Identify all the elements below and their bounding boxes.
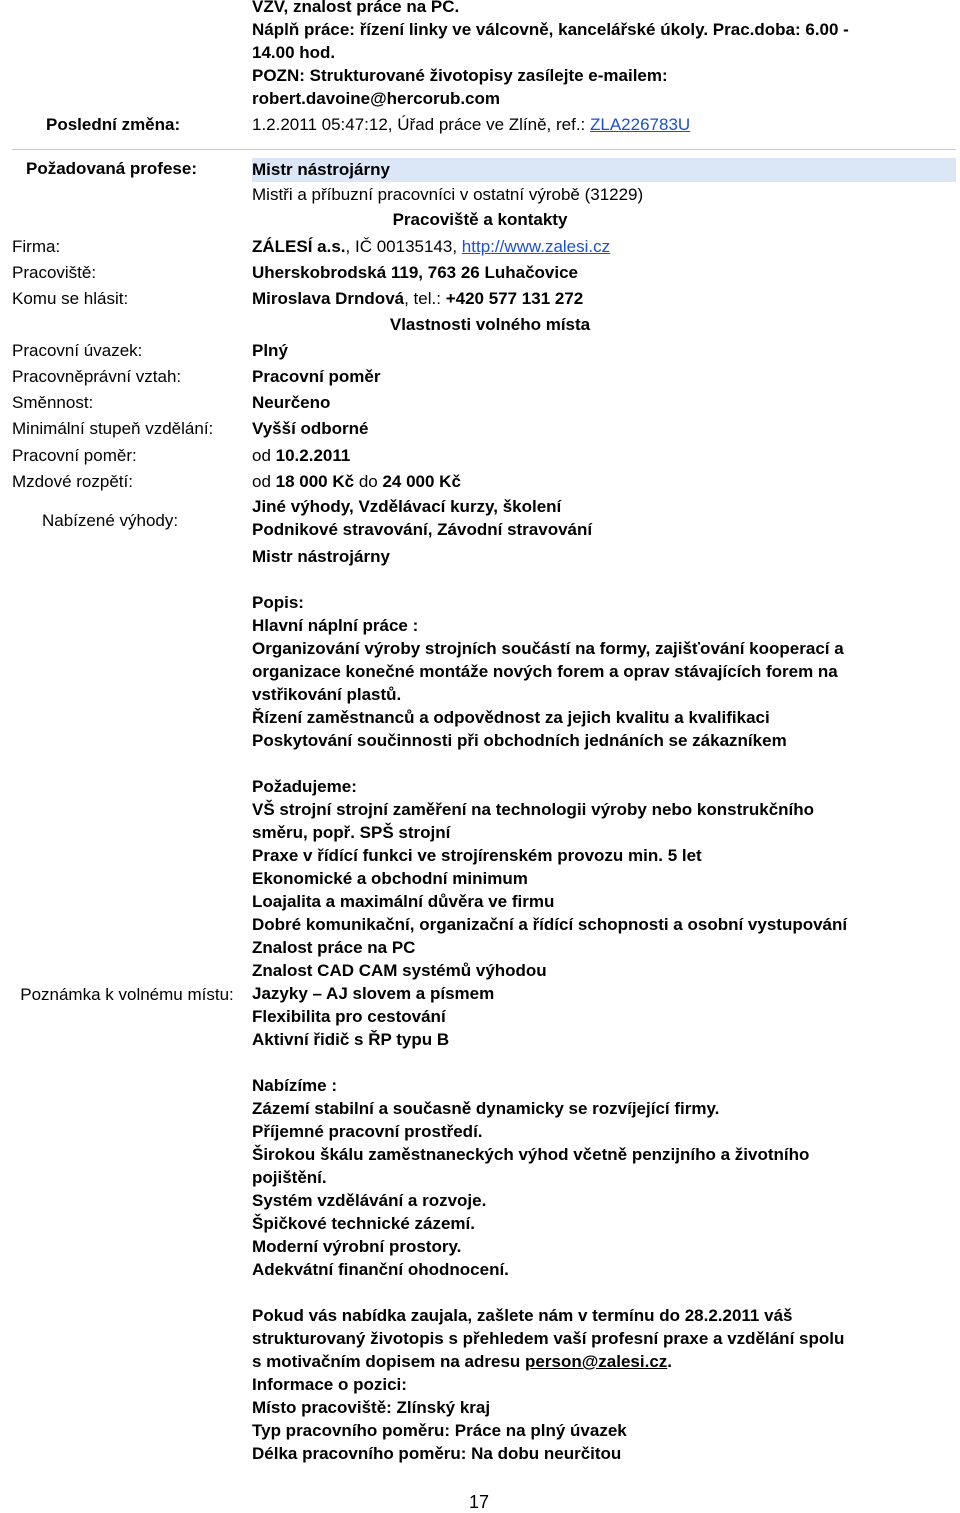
contact-value: [252, 289, 583, 309]
contact-label: Komu se hlásit:: [12, 289, 129, 308]
top-line-5: robert.davoine@hercorub.com: [252, 89, 501, 108]
note-line: Mistr nástrojárny: [252, 547, 390, 566]
salary-to-prefix: do: [354, 472, 383, 491]
note-line: Požadujeme:: [252, 777, 357, 796]
firm-label: Firma:: [12, 237, 61, 256]
email-suffix: .: [667, 1352, 673, 1371]
page-number: 17: [469, 1492, 490, 1512]
last-change-value: [252, 115, 690, 135]
note-line: Popis:: [252, 593, 304, 612]
note-line: Řízení zaměstnanců a odpovědnost za jejich kvalitu a kvalifikaci: [252, 708, 770, 727]
salary-to: 24 000 Kč: [382, 472, 461, 491]
contact-phone: +420 577 131 272: [445, 289, 584, 308]
note-line: Systém vzdělávání a rozvoje.: [252, 1191, 487, 1210]
salary-value: [252, 472, 461, 492]
profession-value: Mistr nástrojárny: [252, 158, 956, 182]
top-line-4: POZN: Strukturované životopisy zasílejte e-mailem:: [252, 66, 668, 85]
note-line: [252, 752, 956, 775]
salary-label: Mzdové rozpětí:: [12, 472, 133, 491]
note-line: pojištění.: [252, 1168, 327, 1187]
note-line: Loajalita a maximální důvěra ve firmu: [252, 892, 555, 911]
note-line: Informace o pozici:: [252, 1375, 407, 1394]
note-line: Jazyky – AJ slovem a písmem: [252, 984, 495, 1003]
benefits-line-2: Podnikové stravování, Závodní stravování: [252, 520, 593, 539]
note-line: Poskytování součinnosti při obchodních jednáních se zákazníkem: [252, 731, 787, 750]
shift-label: Směnnost:: [12, 393, 94, 412]
note-line: Nabízíme :: [252, 1076, 338, 1095]
note-line: Hlavní náplní práce :: [252, 616, 419, 635]
note-line: Zázemí stabilní a současně dynamicky se rozvíjející firmy.: [252, 1099, 720, 1118]
firm-ic: , IČ 00135143,: [345, 237, 462, 256]
note-line: směru, popř. SPŠ strojní: [252, 823, 451, 842]
note-line: Pokud vás nabídka zaujala, zašlete nám v termínu do 28.2.2011 váš: [252, 1306, 793, 1325]
firm-url-link[interactable]: http://www.zalesi.cz: [461, 237, 611, 256]
salary-from: 18 000 Kč: [275, 472, 355, 491]
relation-label: Pracovněprávní vztah:: [12, 367, 182, 386]
note-line: VŠ strojní strojní zaměření na technologii výroby nebo konstrukčního: [252, 800, 815, 819]
shift-value: Neurčeno: [252, 393, 331, 412]
profession-label: Požadovaná profese:: [26, 159, 197, 178]
education-label: Minimální stupeň vzdělání:: [12, 419, 214, 438]
section-divider: [12, 149, 956, 150]
note-line: Aktivní řidič s ŘP typu B: [252, 1030, 450, 1049]
contact-tel-prefix: , tel.:: [404, 289, 446, 308]
workload-value: Plný: [252, 341, 288, 360]
note-line: Špičkové technické zázemí.: [252, 1214, 475, 1233]
note-line: Délka pracovního poměru: Na dobu neurčitou: [252, 1444, 622, 1463]
email-link[interactable]: person@zalesi.cz: [525, 1352, 668, 1371]
contacts-heading: Pracoviště a kontakty: [392, 210, 568, 229]
benefits-line-1: Jiné výhody, Vzdělávací kurzy, školení: [252, 497, 562, 516]
note-line: Typ pracovního poměru: Práce na plný úvazek: [252, 1421, 627, 1440]
note-line: Ekonomické a obchodní minimum: [252, 869, 528, 888]
email-prefix: s motivačním dopisem na adresu: [252, 1352, 526, 1371]
note-line: [252, 568, 956, 591]
firm-name: ZÁLESÍ a.s.: [252, 237, 346, 256]
top-line-1: VZV, znalost práce na PC.: [252, 0, 460, 16]
last-change-text: 1.2.2011 05:47:12, Úřad práce ve Zlíně, ref.:: [252, 115, 590, 134]
note-line: Praxe v řídící funkci ve strojírenském provozu min. 5 let: [252, 846, 702, 865]
note-text: [252, 545, 956, 1465]
note-email-line: [252, 1350, 956, 1373]
top-line-2: Náplň práce: řízení linky ve válcovně, kancelářské úkoly. Prac.doba: 6.00 -: [252, 20, 849, 39]
note-line: Příjemné pracovní prostředí.: [252, 1122, 483, 1141]
relation-value: Pracovní poměr: [252, 367, 381, 386]
note-line: Místo pracoviště: Zlínský kraj: [252, 1398, 491, 1417]
workplace-value: Uherskobrodská 119, 763 26 Luhačovice: [252, 263, 579, 282]
start-label: Pracovní poměr:: [12, 446, 137, 465]
note-line: [252, 1281, 956, 1304]
start-prefix: od: [252, 446, 276, 465]
note-line: [252, 1051, 956, 1074]
note-line: vstřikování plastů.: [252, 685, 402, 704]
note-line: Moderní výrobní prostory.: [252, 1237, 462, 1256]
contact-name: Miroslava Drndová: [252, 289, 405, 308]
note-line: Adekvátní finanční ohodnocení.: [252, 1260, 509, 1279]
note-line: Znalost CAD CAM systémů výhodou: [252, 961, 547, 980]
note-line: Širokou škálu zaměstnaneckých výhod včetně penzijního a životního: [252, 1145, 810, 1164]
note-label: Poznámka k volnému místu:: [20, 985, 234, 1004]
start-date: 10.2.2011: [275, 446, 351, 465]
workload-label: Pracovní úvazek:: [12, 341, 143, 360]
top-line-3: 14.00 hod.: [252, 43, 336, 62]
profession-category: Mistři a příbuzní pracovníci v ostatní výrobě (31229): [252, 185, 644, 204]
ref-link[interactable]: ZLA226783U: [590, 115, 691, 134]
salary-from-prefix: od: [252, 472, 276, 491]
properties-heading: Vlastnosti volného místa: [389, 315, 591, 334]
note-line: organizace konečné montáže nových forem a oprav stávajících forem na: [252, 662, 838, 681]
note-line: strukturovaný životopis s přehledem vaší profesní praxe a vzdělání spolu: [252, 1329, 845, 1348]
last-change-label: Poslední změna:: [46, 115, 181, 134]
firm-value: [252, 237, 610, 257]
education-value: Vyšší odborné: [252, 419, 369, 438]
note-line: Dobré komunikační, organizační a řídící schopnosti a osobní vystupování: [252, 915, 848, 934]
start-value: [252, 446, 350, 466]
note-line: Znalost práce na PC: [252, 938, 416, 957]
note-line: Organizování výroby strojních součástí na formy, zajišťování kooperací a: [252, 639, 844, 658]
workplace-label: Pracoviště:: [12, 263, 97, 282]
note-line: Flexibilita pro cestování: [252, 1007, 446, 1026]
benefits-label: Nabízené výhody:: [42, 511, 179, 530]
